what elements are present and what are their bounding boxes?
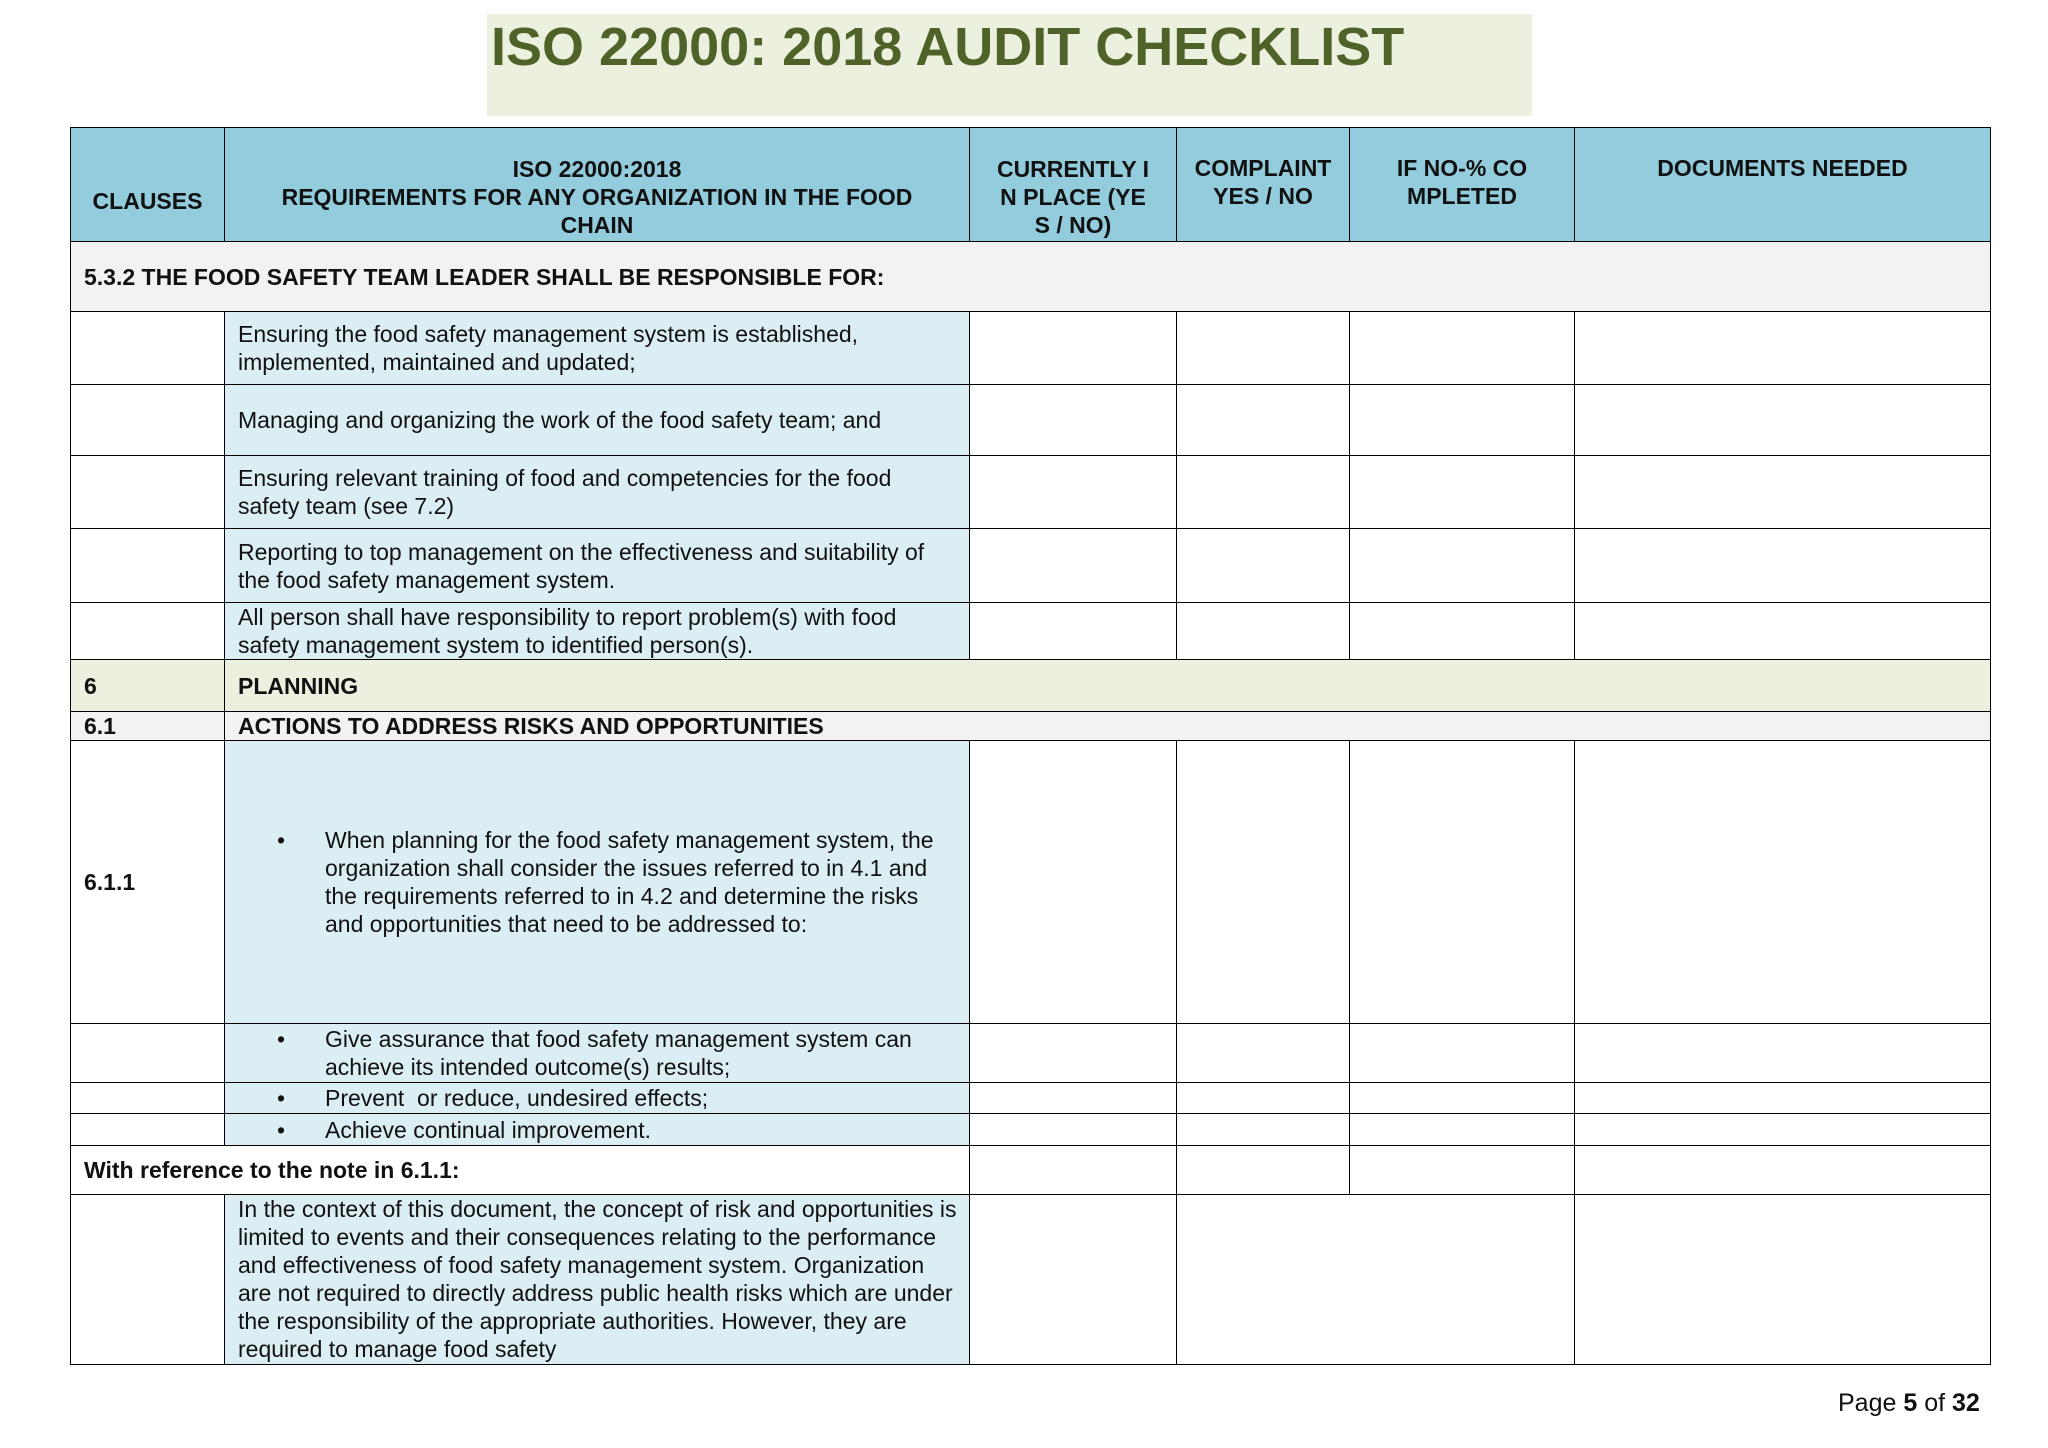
documents-needed-cell[interactable]	[1575, 1024, 1991, 1083]
clause-cell	[71, 603, 225, 660]
table-row	[71, 603, 1991, 660]
currently-in-place-cell[interactable]	[970, 1024, 1177, 1083]
note-row	[71, 1195, 1991, 1365]
clause-cell	[71, 1024, 225, 1083]
documents-needed-cell[interactable]	[1575, 456, 1991, 529]
currently-in-place-cell[interactable]	[970, 1146, 1177, 1195]
table-row	[71, 456, 1991, 529]
clause-cell	[71, 312, 225, 385]
documents-needed-cell[interactable]	[1575, 1114, 1991, 1146]
page-title: ISO 22000: 2018 AUDIT CHECKLIST	[491, 17, 1405, 77]
page-number	[1838, 1388, 1980, 1418]
compliant-cell[interactable]	[1177, 312, 1350, 385]
header-if-no	[1350, 128, 1575, 242]
documents-needed-cell[interactable]	[1575, 603, 1991, 660]
section-6-title: PLANNING	[225, 660, 1991, 712]
table-row	[71, 1114, 1991, 1146]
header-compliant-label: COMPLAINT YES / NO	[1194, 155, 1332, 209]
header-documents-label: DOCUMENTS NEEDED	[1657, 155, 1908, 181]
clause-cell	[71, 1083, 225, 1114]
currently-in-place-cell[interactable]	[970, 741, 1177, 1024]
bullet-item	[225, 826, 969, 938]
bullet-text: When planning for the food safety management system, the organization shall consider the issues referred to in 4.1 and the requirements referred to in 4.2 and determine the risks and opportunities that need to be addressed to:	[325, 827, 934, 937]
table-row	[71, 385, 1991, 456]
compliant-cell[interactable]	[1177, 1024, 1350, 1083]
requirement-cell: Ensuring relevant training of food and competencies for the food safety team (see 7.2)	[225, 456, 970, 529]
documents-needed-cell[interactable]	[1575, 1195, 1991, 1365]
requirement-cell	[225, 741, 970, 1024]
clause-cell	[71, 529, 225, 603]
requirement-cell	[225, 1083, 970, 1114]
currently-in-place-cell[interactable]	[970, 385, 1177, 456]
documents-needed-cell[interactable]	[1575, 385, 1991, 456]
header-clauses	[71, 128, 225, 242]
section-6-clause: 6	[71, 660, 225, 712]
header-clauses-label: CLAUSES	[92, 188, 203, 214]
documents-needed-cell[interactable]	[1575, 1146, 1991, 1195]
compliant-cell[interactable]	[1177, 456, 1350, 529]
section-61-clause: 6.1	[71, 712, 225, 741]
compliant-cell[interactable]	[1177, 1146, 1350, 1195]
requirement-cell	[225, 1114, 970, 1146]
header-requirements-line2: REQUIREMENTS FOR ANY ORGANIZATION IN THE FOOD CHAIN	[281, 184, 913, 238]
page-word: Page	[1838, 1389, 1897, 1417]
section-61-title: ACTIONS TO ADDRESS RISKS AND OPPORTUNITIES	[225, 712, 1991, 741]
documents-needed-cell[interactable]	[1575, 741, 1991, 1024]
header-requirements-line1: ISO 22000:2018	[512, 156, 682, 182]
requirement-cell: All person shall have responsibility to report problem(s) with food safety management system to identified person(s).	[225, 603, 970, 660]
if-no-cell[interactable]	[1350, 603, 1575, 660]
header-requirements	[225, 128, 970, 242]
documents-needed-cell[interactable]	[1575, 1083, 1991, 1114]
compliant-cell[interactable]	[1177, 385, 1350, 456]
if-no-cell[interactable]	[1350, 529, 1575, 603]
header-currently-label: CURRENTLY IN PLACE (YES / NO)	[996, 156, 1150, 238]
total-pages: 32	[1952, 1389, 1980, 1417]
documents-needed-cell[interactable]	[1575, 529, 1991, 603]
documents-needed-cell[interactable]	[1575, 312, 1991, 385]
currently-in-place-cell[interactable]	[970, 1195, 1177, 1365]
bullet-marker: •	[276, 827, 286, 853]
requirement-cell: Ensuring the food safety management system is established, implemented, maintained and updated;	[225, 312, 970, 385]
clause-cell	[71, 1195, 225, 1365]
if-no-cell[interactable]	[1350, 312, 1575, 385]
table-row	[71, 1024, 1991, 1083]
current-page: 5	[1903, 1389, 1918, 1417]
bullet-text: Give assurance that food safety management system can achieve its intended outcome(s) results;	[325, 1026, 912, 1080]
compliant-merged-cell[interactable]	[1177, 1195, 1575, 1365]
bullet-item	[225, 1116, 969, 1144]
section-row-6	[71, 660, 1991, 712]
if-no-cell[interactable]	[1350, 1083, 1575, 1114]
clause-cell	[71, 456, 225, 529]
table-row	[71, 741, 1991, 1024]
compliant-cell[interactable]	[1177, 529, 1350, 603]
requirement-cell: Managing and organizing the work of the food safety team; and	[225, 385, 970, 456]
clause-cell	[71, 1114, 225, 1146]
bullet-text: Prevent or reduce, undesired effects;	[325, 1085, 709, 1111]
header-if-no-label: IF NO-% COMPLETED	[1396, 155, 1528, 209]
section-532-title: 5.3.2 THE FOOD SAFETY TEAM LEADER SHALL BE RESPONSIBLE FOR:	[71, 242, 1991, 312]
header-documents-needed	[1575, 128, 1991, 242]
table-row	[71, 1083, 1991, 1114]
clause-611: 6.1.1	[71, 741, 225, 1024]
if-no-cell[interactable]	[1350, 1114, 1575, 1146]
currently-in-place-cell[interactable]	[970, 312, 1177, 385]
compliant-cell[interactable]	[1177, 1083, 1350, 1114]
if-no-cell[interactable]	[1350, 1024, 1575, 1083]
section-row-532	[71, 242, 1991, 312]
currently-in-place-cell[interactable]	[970, 456, 1177, 529]
of-word: of	[1924, 1389, 1946, 1417]
section-row-61	[71, 712, 1991, 741]
header-currently-in-place	[970, 128, 1177, 242]
bullet-marker: •	[276, 1085, 286, 1111]
bullet-item	[225, 1025, 969, 1081]
header-compliant	[1177, 128, 1350, 242]
bullet-text: Achieve continual improvement.	[325, 1116, 651, 1143]
audit-checklist-table	[70, 127, 1991, 1365]
requirement-cell: Reporting to top management on the effectiveness and suitability of the food safety management system.	[225, 529, 970, 603]
compliant-cell[interactable]	[1177, 1114, 1350, 1146]
note-text: In the context of this document, the concept of risk and opportunities is limited to events and their consequences relating to the performance and effectiveness of food safety management system. Organization are not required to directly address public health risks which are under the responsibility of the appropriate authorities. However, they are required to manage food safety	[225, 1195, 970, 1365]
note-heading-row	[71, 1146, 1991, 1195]
compliant-cell[interactable]	[1177, 741, 1350, 1024]
currently-in-place-cell[interactable]	[970, 1114, 1177, 1146]
bullet-marker: •	[276, 1026, 286, 1052]
if-no-cell[interactable]	[1350, 1146, 1575, 1195]
bullet-item	[225, 1084, 969, 1112]
header-row	[71, 128, 1991, 242]
bullet-marker: •	[276, 1116, 286, 1143]
table-row	[71, 529, 1991, 603]
if-no-cell[interactable]	[1350, 456, 1575, 529]
if-no-cell[interactable]	[1350, 741, 1575, 1024]
requirement-cell	[225, 1024, 970, 1083]
note-heading: With reference to the note in 6.1.1:	[71, 1146, 970, 1195]
compliant-cell[interactable]	[1177, 603, 1350, 660]
if-no-cell[interactable]	[1350, 385, 1575, 456]
currently-in-place-cell[interactable]	[970, 1083, 1177, 1114]
clause-cell	[71, 385, 225, 456]
table-row	[71, 312, 1991, 385]
currently-in-place-cell[interactable]	[970, 529, 1177, 603]
currently-in-place-cell[interactable]	[970, 603, 1177, 660]
